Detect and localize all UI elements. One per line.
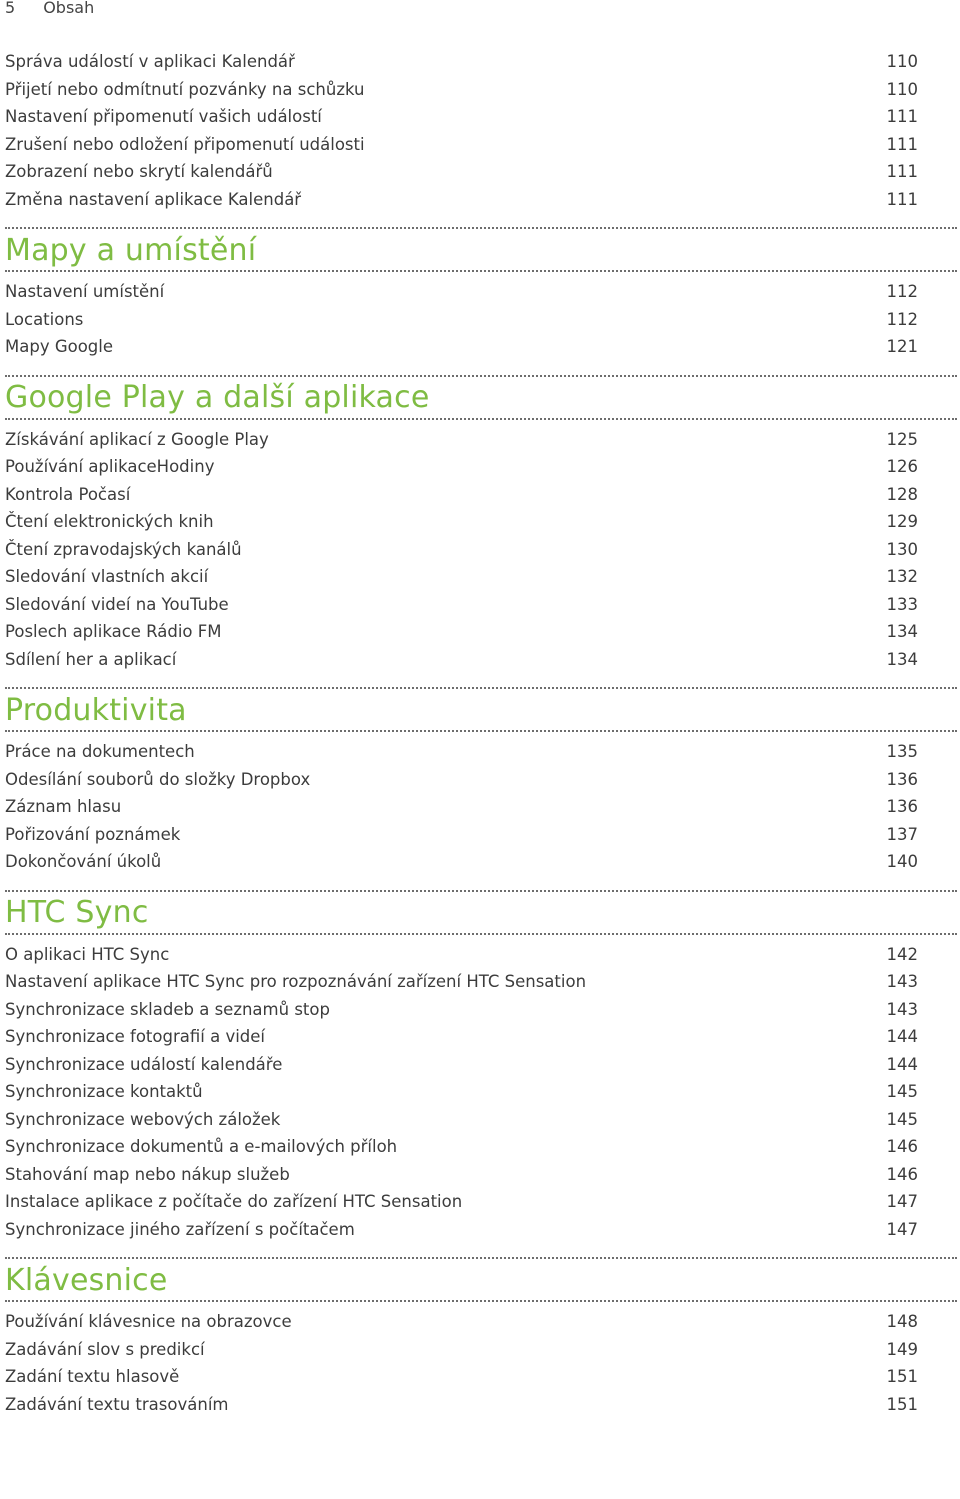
- toc-entry-page-number: 143: [886, 972, 918, 991]
- toc-entry-label: Synchronizace událostí kalendáře: [5, 1054, 283, 1074]
- toc-entry-label: Mapy Google: [5, 337, 114, 356]
- toc-entry-label: Kontrola Počasí: [5, 484, 131, 504]
- toc-entry-page-number: 144: [886, 1054, 918, 1074]
- toc-entry-page-number: 145: [886, 1082, 918, 1101]
- toc-entry-label: Zadávání textu trasováním: [5, 1394, 229, 1414]
- toc-entry-page-number: 121: [886, 337, 918, 356]
- toc-entry[interactable]: [5, 1391, 918, 1419]
- toc-entry-page-number: 143: [886, 999, 918, 1019]
- chapter-title: Klávesnice: [5, 1262, 168, 1298]
- page-header: [5, 0, 94, 18]
- toc-entry-page-number: 130: [886, 539, 918, 559]
- toc-entry-label: Poslech aplikace Rádio FM: [5, 622, 222, 641]
- toc-entry-page-number: 147: [886, 1219, 918, 1239]
- toc-entry-page-number: 129: [886, 512, 918, 531]
- toc-entry[interactable]: [5, 1106, 918, 1134]
- toc-entry-page-number: 112: [886, 309, 918, 329]
- toc-entry-label: Synchronizace fotografií a videí: [5, 1027, 265, 1046]
- toc-entry-label: Locations: [5, 309, 84, 329]
- toc-entry[interactable]: [5, 1216, 918, 1244]
- toc-entry-label: Instalace aplikace z počítače do zařízení HTC Sensation: [5, 1192, 463, 1211]
- toc-entry[interactable]: [5, 158, 918, 186]
- toc-entry-page-number: 110: [886, 52, 918, 71]
- toc-entry[interactable]: [5, 1363, 918, 1391]
- chapter-title: Google Play a další aplikace: [5, 380, 430, 415]
- toc-entry-label: Záznam hlasu: [5, 797, 122, 816]
- toc-entry-label: Synchronizace jiného zařízení s počítačem: [5, 1219, 355, 1239]
- chapter-heading[interactable]: [5, 890, 957, 935]
- toc-entry-label: O aplikaci HTC Sync: [5, 944, 170, 964]
- toc-entry-page-number: 136: [886, 769, 918, 789]
- toc-entry-label: Odesílání souborů do složky Dropbox: [5, 769, 311, 789]
- toc-entry-label: Čtení zpravodajských kanálů: [5, 539, 242, 559]
- toc-entry-label: Sdílení her a aplikací: [5, 649, 177, 669]
- toc-entry[interactable]: [5, 453, 918, 481]
- toc-entry-label: Nastavení připomenutí vašich událostí: [5, 107, 322, 126]
- toc-entry-label: Zrušení nebo odložení připomenutí události: [5, 134, 365, 154]
- toc-entry[interactable]: [5, 508, 918, 536]
- toc-entry-label: Zadání textu hlasově: [5, 1367, 180, 1386]
- toc-entry-label: Sledování vlastních akcií: [5, 567, 209, 586]
- toc-entry[interactable]: [5, 968, 918, 996]
- toc-entry-page-number: 151: [886, 1367, 918, 1386]
- toc-entry[interactable]: [5, 563, 918, 591]
- toc-entry-page-number: 148: [886, 1312, 918, 1331]
- toc-entry-label: Synchronizace dokumentů a e-mailových příloh: [5, 1137, 398, 1156]
- toc-entry-page-number: 142: [886, 944, 918, 964]
- toc-entry-page-number: 111: [886, 189, 918, 209]
- toc-entry-page-number: 151: [886, 1394, 918, 1414]
- toc-entry[interactable]: [5, 1051, 918, 1079]
- toc-entry[interactable]: [5, 481, 918, 509]
- chapter-section: [5, 1257, 957, 1418]
- toc-entry[interactable]: [5, 333, 918, 361]
- page-title: Obsah: [43, 0, 95, 17]
- toc-entry[interactable]: [5, 821, 918, 849]
- toc-entry[interactable]: [5, 1161, 918, 1189]
- toc-entry[interactable]: [5, 848, 918, 876]
- toc-entry[interactable]: [5, 766, 918, 794]
- chapter-section: [5, 375, 957, 674]
- toc-entry-label: Práce na dokumentech: [5, 742, 195, 761]
- toc-entry-label: Synchronizace skladeb a seznamů stop: [5, 999, 330, 1019]
- toc-entry[interactable]: [5, 1336, 918, 1364]
- toc-entry-page-number: 125: [886, 429, 918, 449]
- toc-entry-label: Dokončování úkolů: [5, 852, 162, 871]
- toc-entry-page-number: 132: [886, 567, 918, 586]
- chapter-heading[interactable]: [5, 687, 957, 732]
- toc-entry[interactable]: [5, 1133, 918, 1161]
- toc-entry-page-number: 149: [886, 1339, 918, 1359]
- toc-entry[interactable]: [5, 1078, 918, 1106]
- toc-entry-page-number: 111: [886, 134, 918, 154]
- table-of-contents: [5, 48, 957, 1418]
- toc-entry-page-number: 146: [886, 1164, 918, 1184]
- toc-entry-page-number: 110: [886, 79, 918, 99]
- toc-entry-page-number: 128: [886, 484, 918, 504]
- toc-entry[interactable]: [5, 76, 918, 104]
- toc-entry-label: Přijetí nebo odmítnutí pozvánky na schůzku: [5, 79, 365, 99]
- toc-entry[interactable]: [5, 941, 918, 969]
- chapter-section: [5, 227, 957, 361]
- intro-entries: [5, 48, 957, 213]
- toc-entry-page-number: 140: [886, 852, 918, 871]
- toc-entry-label: Zadávání slov s predikcí: [5, 1339, 205, 1359]
- chapter-section: [5, 890, 957, 1244]
- toc-entry-page-number: 146: [886, 1137, 918, 1156]
- toc-entry-page-number: 111: [886, 162, 918, 181]
- toc-entry[interactable]: [5, 738, 918, 766]
- chapter-heading[interactable]: [5, 375, 957, 420]
- toc-entry-page-number: 137: [886, 824, 918, 844]
- toc-entry-label: Získávání aplikací z Google Play: [5, 429, 269, 449]
- toc-entry-label: Nastavení umístění: [5, 282, 165, 301]
- toc-entry[interactable]: [5, 646, 918, 674]
- chapter-title: Mapy a umístění: [5, 232, 257, 268]
- toc-entry-page-number: 135: [886, 742, 918, 761]
- toc-entry-page-number: 147: [886, 1192, 918, 1211]
- toc-entry-page-number: 111: [886, 107, 918, 126]
- toc-entry[interactable]: [5, 996, 918, 1024]
- toc-entry-page-number: 134: [886, 622, 918, 641]
- toc-entry[interactable]: [5, 1023, 918, 1051]
- toc-entry[interactable]: [5, 536, 918, 564]
- toc-entry[interactable]: [5, 1308, 918, 1336]
- toc-entry-page-number: 144: [886, 1027, 918, 1046]
- toc-entry[interactable]: [5, 618, 918, 646]
- chapter-heading[interactable]: [5, 1257, 957, 1302]
- chapter-heading[interactable]: [5, 227, 957, 272]
- toc-entry[interactable]: [5, 591, 918, 619]
- toc-entry-label: Synchronizace webových záložek: [5, 1109, 281, 1129]
- page-number: 5: [5, 0, 16, 17]
- toc-entry[interactable]: [5, 1188, 918, 1216]
- toc-entry-label: Synchronizace kontaktů: [5, 1082, 203, 1101]
- toc-entry[interactable]: [5, 48, 918, 76]
- chapter-title: HTC Sync: [5, 895, 149, 930]
- toc-entry-label: Správa událostí v aplikaci Kalendář: [5, 52, 295, 71]
- toc-entry-page-number: 112: [886, 282, 918, 301]
- toc-entry-page-number: 126: [886, 457, 918, 476]
- toc-entry[interactable]: [5, 131, 918, 159]
- toc-entry[interactable]: [5, 278, 918, 306]
- toc-entry-page-number: 134: [886, 649, 918, 669]
- toc-entry-page-number: 145: [886, 1109, 918, 1129]
- toc-entry-page-number: 136: [886, 797, 918, 816]
- toc-entry-label: Používání aplikaceHodiny: [5, 457, 215, 476]
- chapter-title: Produktivita: [5, 692, 187, 728]
- toc-entry-label: Pořizování poznámek: [5, 824, 181, 844]
- toc-entry-label: Stahování map nebo nákup služeb: [5, 1164, 290, 1184]
- toc-entry-label: Používání klávesnice na obrazovce: [5, 1312, 292, 1331]
- toc-entry-label: Čtení elektronických knih: [5, 512, 214, 531]
- toc-entry[interactable]: [5, 306, 918, 334]
- toc-entry-label: Zobrazení nebo skrytí kalendářů: [5, 162, 273, 181]
- toc-entry[interactable]: [5, 426, 918, 454]
- chapter-section: [5, 687, 957, 876]
- toc-entry[interactable]: [5, 793, 918, 821]
- toc-entry-label: Nastavení aplikace HTC Sync pro rozpoznávání zařízení HTC Sensation: [5, 972, 587, 991]
- toc-entry-label: Sledování videí na YouTube: [5, 594, 229, 614]
- toc-entry-label: Změna nastavení aplikace Kalendář: [5, 189, 302, 209]
- toc-entry-page-number: 133: [886, 594, 918, 614]
- toc-entry[interactable]: [5, 186, 918, 214]
- toc-entry[interactable]: [5, 103, 918, 131]
